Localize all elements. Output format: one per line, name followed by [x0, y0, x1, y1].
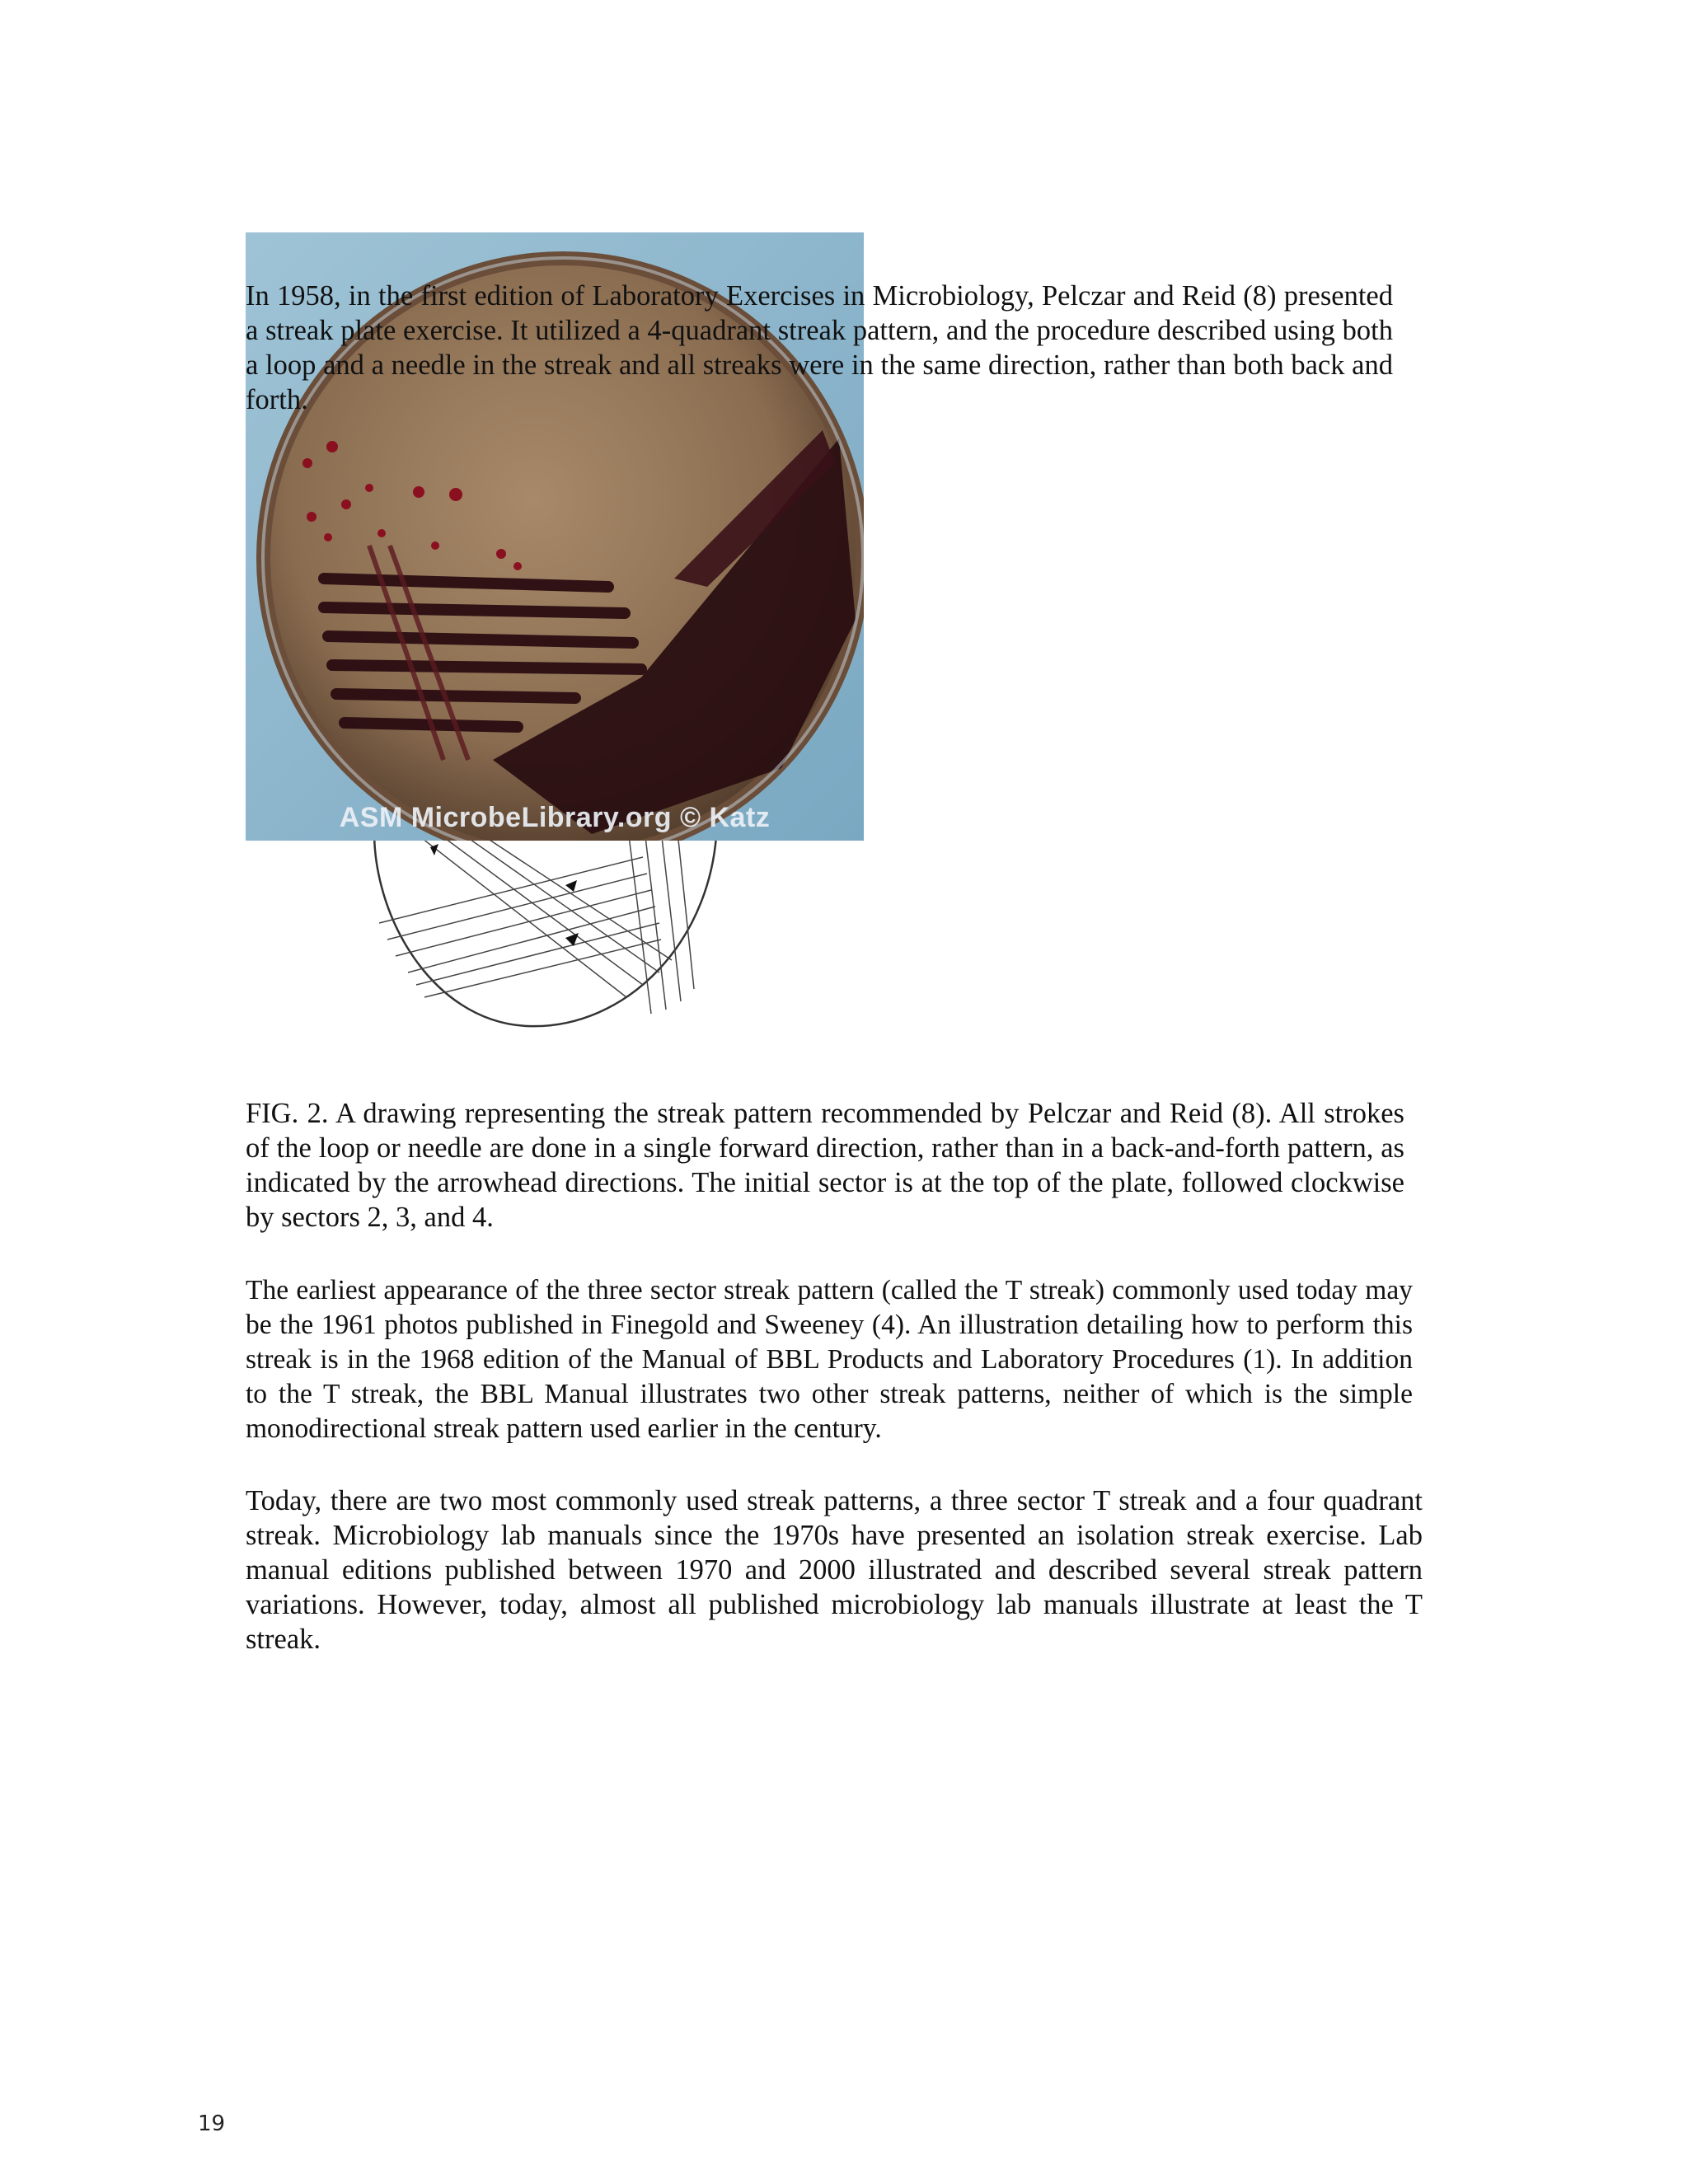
arrowhead-icon	[430, 844, 579, 946]
photo-credit-watermark: ASM MicrobeLibrary.org © Katz	[339, 802, 771, 833]
intro-paragraph: In 1958, in the first edition of Laboratory Exercises in Microbiology, Pelczar and Reid (8) presented a streak plate exercise. It utilized a 4-quadrant streak pattern, and the procedure described using both a loop and a needle in the streak and all streaks were in the same direction, rather than both back and forth.	[246, 280, 1393, 415]
page-number: 19	[198, 2111, 226, 2136]
body-paragraph-today: Today, there are two most commonly used streak patterns, a three sector T streak and a four quadrant streak. Microbiology lab manuals since the 1970s have presented an isolation streak exercise. Lab manual editions published between 1970 and 2000 illustrated and described several streak pattern variations. However, today, almost all published microbiology lab manuals illustrate at least the T streak.	[246, 1485, 1423, 1655]
streak-pattern-drawing	[354, 816, 742, 1038]
figure-caption: FIG. 2. A drawing representing the streak pattern recommended by Pelczar and Reid (8). All strokes of the loop or needle are done in a single forward direction, rather than in a back-and-forth pattern, as indicated by the arrowhead directions. The initial sector is at the top of the plate, followed clockwise by sectors 2, 3, and 4.	[246, 1098, 1404, 1233]
body-paragraph-t-streak: The earliest appearance of the three sector streak pattern (called the T streak) commonly used today may be the 1961 photos published in Finegold and Sweeney (4). An illustration detailing how to perform this streak is in the 1968 edition of the Manual of BBL Products and Laboratory Procedures (1). In addition to the T streak, the BBL Manual illustrates two other streak patterns, neither of which is the simple monodirectional streak pattern used earlier in the century.	[246, 1275, 1413, 1444]
